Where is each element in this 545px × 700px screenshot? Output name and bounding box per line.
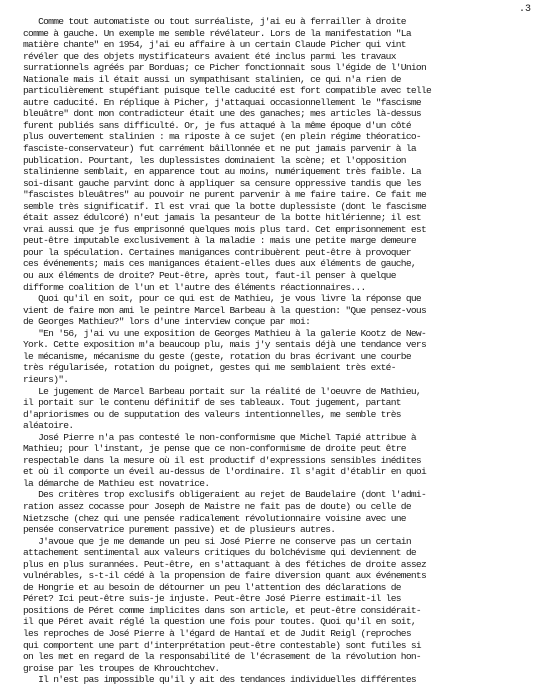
text-line: respectable dans la mesure où il est productif d'expressions sensibles inédites [23,454,421,466]
page-number: .3 [518,4,531,15]
text-line: de Georges Mathieu?" lors d'une interview conçue par moi: [23,316,311,328]
paragraph [23,293,528,385]
text-line: très régularisée, rotation du poignet, gestes qui me semblaient très exté- [23,362,396,374]
text-line: Péret? Ici peut-être suis-je injuste. Peut-être José Pierre estimait-il les [23,593,401,605]
text-line: pour la spéculation. Certaines manigances contribuèrent peut-être à provoquer [23,246,411,258]
text-line: qui comportent une part d'interprétation peut-être contestable) sont futiles si [23,639,421,651]
text-line: York. Cette exposition m'a beaucoup plu, mais j'y sentais déjà une tendance vers [23,339,426,351]
text-line: difforme coalition de l'un et l'autre des éléments réactionnaires... [23,281,366,293]
text-line: la démarche de Mathieu est novatrice. [23,477,210,489]
text-line: aléatoire. [23,420,74,432]
text-line: il portait sur le contenu définitif de ses tableaux. Tout jugement, partant [23,397,401,409]
text-line: d'apriorismes ou de supputation des valeurs intentionnelles, me semble très [23,408,401,420]
text-line: vrai aussi que je fus emprisonné quelques mois plus tard. Cet emprisonnement est [23,223,426,235]
text-line: vulnérables, s-t-il cédé à la propension de faire diversion quant aux événements [23,570,426,582]
letter-body [23,16,528,686]
text-line: matière chante" en 1954, j'ai eu affaire à un certain Claude Picher qui vint [23,39,406,51]
text-line: vient de faire mon ami le peintre Marcel Barbeau à la question: "Que pensez-vous [23,304,426,316]
text-line: on les met en regard de la responsabilité de l'écrasement de la révolution hon- [23,651,421,663]
text-line: attachement sentimental aux valeurs critiques du bolchévisme qui deviennent de [23,547,416,559]
text-line: Quoi qu'il en soit, pour ce qui est de Mathieu, je vous livre la réponse que [23,293,421,305]
text-line: le mécanisme, mécanisme du geste (geste, rotation du bras écrivant une courbe [23,350,411,362]
text-line: positions de Péret comme implicites dans son article, et peut-être considérait- [23,604,421,616]
text-line: surrationnels agréés par Borduas; ce Picher fonctionnait sous l'égide de l'Union [23,62,426,74]
paragraph [23,674,528,686]
text-line: furent publiés sans difficulté. Or, je fus attaqué à la même époque d'un côté [23,119,411,131]
text-line: était assez édulcoré) n'eut jamais la pesanteur de la botte hitlérienne; il est [23,212,421,224]
text-line: semble très significatif. Il est vrai que la botte duplessiste (dont le fascisme [23,200,426,212]
text-line: de Hongrie et au besoin de détourner un peu l'attention des déclarations de [23,581,401,593]
text-line: soi-disant gauche parvint donc à appliquer sa censure oppressive tandis que les [23,177,421,189]
text-line: Le jugement de Marcel Barbeau portait sur la réalité de l'oeuvre de Mathieu, [23,385,421,397]
text-line: plus ouvertement stalinien : ma riposte à ce sujet (en plein régime théoratico- [23,131,421,143]
text-line: "fascistes bleuâtres" au pouvoir ne purent parvenir à me faire taire. Ce fait me [23,189,426,201]
text-line: Mathieu; pour l'instant, je pense que ce non-conformisme de droite peut être [23,443,406,455]
text-line: ces événements; mais ces manigances étaient-elles dues aux éléments de gauche, [23,258,416,270]
text-line: publication. Pourtant, les duplessistes dominaient la scène; et l'opposition [23,154,406,166]
text-line: ration assez cocasse pour Joseph de Maistre ne fait pas de doute) ou celle de [23,500,411,512]
text-line: ou aux éléments de droite? Peut-être, après tout, faut-il penser à quelque [23,270,396,282]
paragraph [23,536,528,675]
text-line: Comme tout automatiste ou tout surréaliste, j'ai eu à ferrailler à droite [23,16,406,27]
text-line: comme à gauche. Un exemple me semble révélateur. Lors de la manifestation "La [23,27,411,39]
paragraph [23,16,528,293]
text-line: pensée conservatrice purement passive) et de plusieurs autres. [23,524,336,536]
text-line: groise par les troupes de Khrouchtchev. [23,662,220,674]
paragraph [23,489,528,535]
text-line: fasciste-conservateur) fut carrément bâillonnée et ne put jamais parvenir à la [23,143,416,155]
text-line: plus en plus surannées. Peut-être, en s'attaquant à des fétiches de droite assez [23,558,426,570]
text-line: et où il comporte un éveil au-dessus de l'ordinaire. Il s'agit d'établir en quoi [23,466,426,478]
text-line: Des critères trop exclusifs obligeraient au rejet de Baudelaire (dont l'admi- [23,489,426,501]
text-line: "En '56, j'ai vu une exposition de Georges Mathieu à la galerie Kootz de New- [23,327,426,339]
text-line: les reproches de José Pierre à l'égard de Hantaï et de Judit Reigl (reproches [23,627,411,639]
text-line: stalinienne semblait, en apparence tout au moins, numériquement très faible. La [23,166,421,178]
text-line: révéler que des objets mystificateurs avaient été inclus parmi les travaux [23,50,396,62]
text-line: José Pierre n'a pas contesté le non-conformisme que Michel Tapié attribue à [23,431,416,443]
text-line: Nietzsche (chez qui une pensée radicalement révolutionnaire voisine avec une [23,512,406,524]
text-line: J'avoue que je me demande un peu si José Pierre ne conserve pas un certain [23,535,411,547]
text-line: bleuâtre" dont mon contradicteur était une des ganaches; mes articles là-dessus [23,108,421,120]
text-line: autre caducité. En réplique à Picher, j'attaquai occasionnellement le "fascisme [23,96,421,108]
text-line: particulièrement stupéfiant puisque telle caducité est fort compatible avec telle [23,85,432,97]
text-line: Il n'est pas impossible qu'il y ait des tendances individuelles différentes [23,674,416,686]
text-line: il que Péret avait réglé la question une fois pour toutes. Quoi qu'il en soit, [23,616,416,628]
text-line: rieurs)". [23,373,69,385]
paragraph [23,386,528,432]
text-line: Nationale mais il était aussi un sympathisant stalinien, ce qui n'a rien de [23,73,401,85]
text-line: peut-être imputable exclusivement à la maladie : mais une petite marge demeure [23,235,416,247]
paragraph [23,432,528,490]
